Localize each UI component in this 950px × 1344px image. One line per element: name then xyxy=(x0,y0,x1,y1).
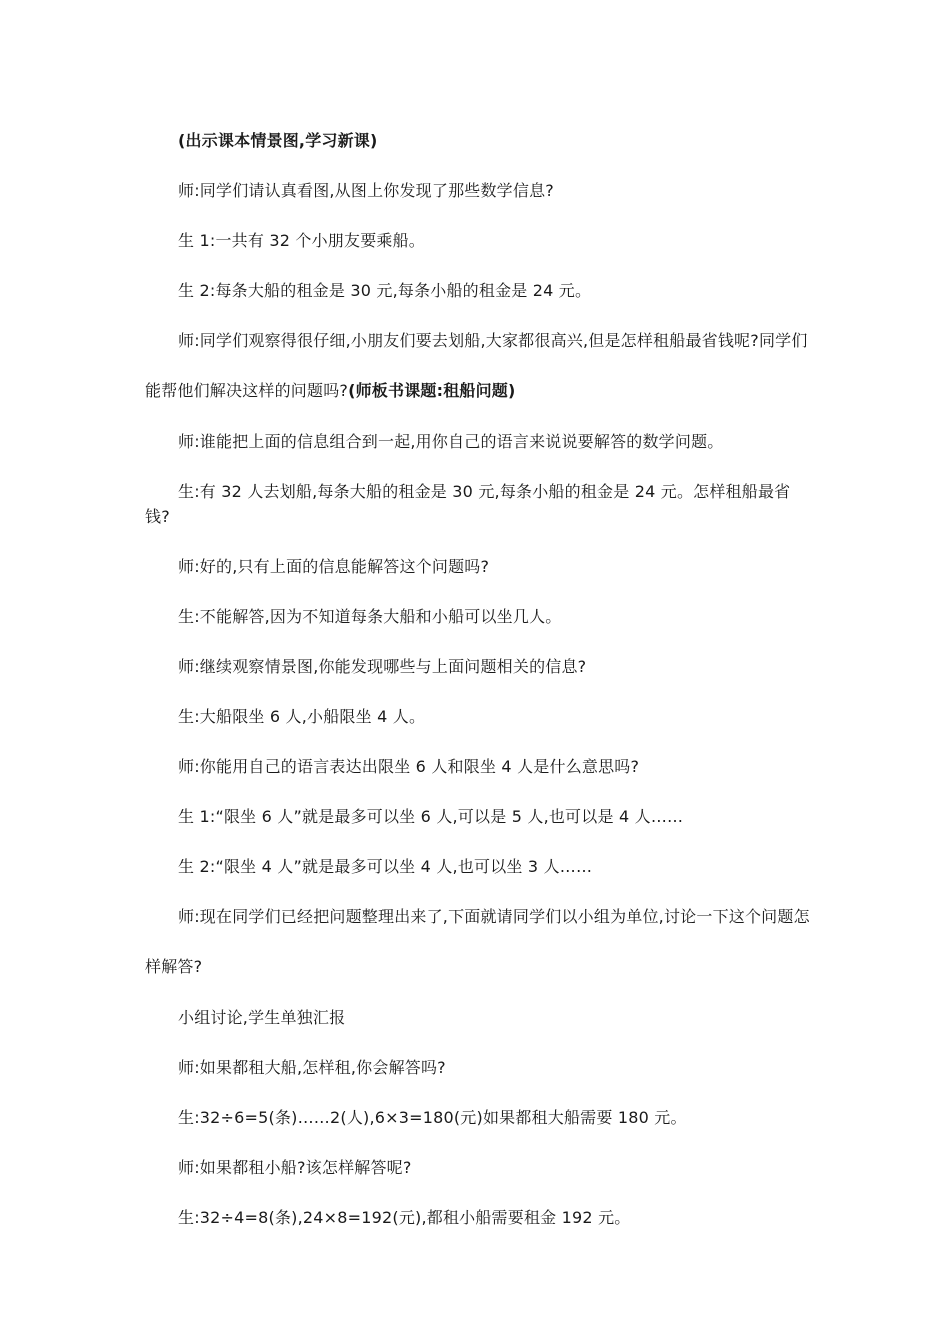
paragraph: 生:有 32 人去划船,每条大船的租金是 30 元,每条小船的租金是 24 元。怎样租船最省钱? xyxy=(145,482,791,526)
paragraph: 小组讨论,学生单独汇报 xyxy=(178,1008,346,1027)
paragraph: 师:现在同学们已经把问题整理出来了,下面就请同学们以小组为单位,讨论一下这个问题怎样解答? xyxy=(145,907,810,976)
paragraph: 生:32÷6=5(条)……2(人),6×3=180(元)如果都租大船需要 180 元。 xyxy=(178,1108,687,1127)
paragraph: 师:如果都租大船,怎样租,你会解答吗? xyxy=(178,1058,446,1077)
paragraph-text: 师:同学们观察得很仔细,小朋友们要去划船,大家都很高兴,但是怎样租船最省钱呢?同学们能帮他们解决这样的问题吗? xyxy=(145,331,808,400)
paragraph: 师:同学们请认真看图,从图上你发现了那些数学信息? xyxy=(178,181,554,200)
paragraph: 生 2:“限坐 4 人”就是最多可以坐 4 人,也可以坐 3 人…… xyxy=(178,857,593,876)
paragraph: 生:不能解答,因为不知道每条大船和小船可以坐几人。 xyxy=(178,607,562,626)
paragraph: 生:32÷4=8(条),24×8=192(元),都租小船需要租金 192 元。 xyxy=(178,1208,631,1227)
paragraph: 师:谁能把上面的信息组合到一起,用你自己的语言来说说要解答的数学问题。 xyxy=(178,432,724,451)
paragraph: 师:好的,只有上面的信息能解答这个问题吗? xyxy=(178,557,490,576)
paragraph-intro: (出示课本情景图,学习新课) xyxy=(178,131,378,150)
document-body xyxy=(145,128,810,1255)
paragraph: 师:你能用自己的语言表达出限坐 6 人和限坐 4 人是什么意思吗? xyxy=(178,757,640,776)
paragraph: 生:大船限坐 6 人,小船限坐 4 人。 xyxy=(178,707,426,726)
lesson-title-note: (师板书课题:租船问题) xyxy=(348,381,516,400)
paragraph: 师:继续观察情景图,你能发现哪些与上面问题相关的信息? xyxy=(178,657,587,676)
paragraph: 生 1:一共有 32 个小朋友要乘船。 xyxy=(178,231,425,250)
paragraph: 生 2:每条大船的租金是 30 元,每条小船的租金是 24 元。 xyxy=(178,281,592,300)
paragraph: 生 1:“限坐 6 人”就是最多可以坐 6 人,可以是 5 人,也可以是 4 人…… xyxy=(178,807,684,826)
paragraph: 师:如果都租小船?该怎样解答呢? xyxy=(178,1158,412,1177)
paragraph-with-title-note xyxy=(145,316,810,416)
